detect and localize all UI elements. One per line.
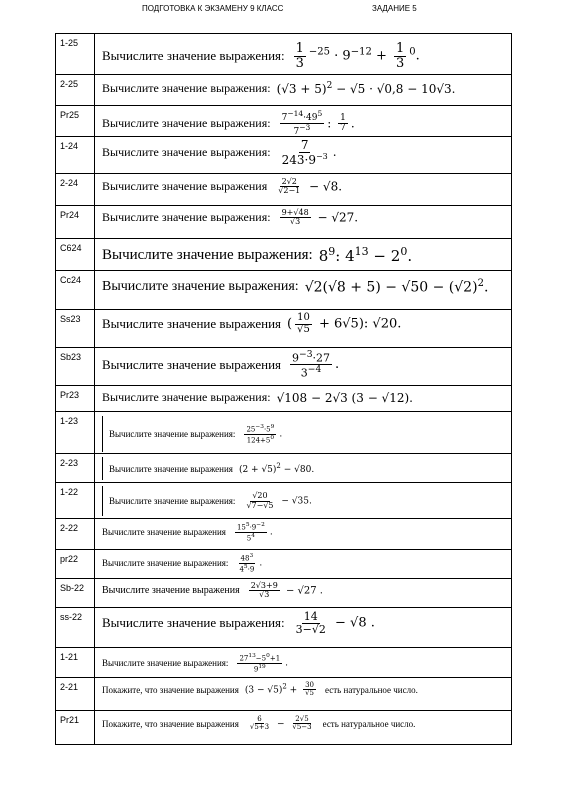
task-code: 1-21 (56, 648, 95, 678)
task-prompt: Покажите, что значение выражения (102, 684, 239, 695)
task-text (102, 553, 262, 573)
task-cell (95, 483, 512, 519)
task-expression: $\frac{7}{243\cdot 9^{-3}}$ . (281, 138, 337, 167)
task-prompt: Вычислите значение выражения: (102, 246, 313, 263)
task-row (56, 106, 512, 137)
task-prompt: Вычислите значение выражения (102, 179, 268, 194)
task-row (56, 454, 512, 483)
task-text (102, 313, 401, 335)
task-expression: $\frac{6}{√5+3}$ − $\frac{2√5}{√5-3}$ (249, 715, 312, 732)
task-row (56, 711, 512, 745)
task-code: 2-21 (56, 678, 95, 711)
task-prompt: Вычислите значение выражения: (102, 81, 271, 95)
task-cell (95, 678, 512, 711)
task-row (56, 75, 512, 106)
task-prompt: Вычислите значение выражения: (102, 390, 271, 404)
task-cell (95, 412, 512, 454)
task-row (56, 579, 512, 608)
task-expression: √108 − 2√3 (3 − √12). (276, 390, 413, 405)
task-tail: есть натуральное число. (322, 718, 416, 729)
task-code: C624 (56, 239, 95, 271)
task-expression: ( $\frac{10}{√5}$ + 6√5): √20. (287, 312, 402, 335)
task-code: 2-23 (56, 454, 95, 483)
task-cell (95, 386, 512, 412)
task-row (56, 239, 512, 271)
task-prompt: Вычислите значение выражения: (109, 496, 236, 506)
task-code: 2-22 (56, 519, 95, 550)
task-text (102, 611, 375, 635)
task-cell (95, 174, 512, 206)
task-cell (95, 648, 512, 678)
divider (102, 457, 103, 480)
task-cell (95, 271, 512, 310)
task-table (55, 33, 512, 745)
task-code: Pr23 (56, 386, 95, 412)
task-code: 1-25 (56, 34, 95, 75)
task-cell (95, 454, 512, 483)
task-cell (95, 34, 512, 75)
task-expression: $√2(√8 + 5) - √50 - (√2)^2$. (304, 278, 489, 296)
task-text (102, 653, 288, 673)
task-prompt: Вычислите значение выражения (102, 585, 240, 597)
task-expression: $\frac{48^3}{4^5\cdot 9}$ . (239, 553, 263, 573)
task-prompt: Покажите, что значение выражения (102, 718, 239, 729)
task-row (56, 174, 512, 206)
task-cell (95, 137, 512, 174)
task-prompt: Вычислите значение выражения: (102, 278, 299, 294)
task-expression: $\frac{14}{3-√2}$ − √8 . (295, 610, 375, 636)
task-expression: $\frac{1}{3}$ $^{-25} \cdot 9^{-12}$ + $\frac{1}{3}$ $^0$. (295, 41, 420, 71)
task-prompt: Вычислите значение выражения: (102, 658, 229, 669)
task-expression: $\frac{7^{-14}\cdot 49^5}{7^{-3}}$ : $\frac{1}{7}$ . (281, 109, 355, 138)
task-prompt: Вычислите значение выражения: (102, 145, 271, 160)
task-expression: $8^9$: $4^{13} - 2^0$. (318, 245, 413, 265)
task-row (56, 137, 512, 174)
task-code: Ss23 (56, 310, 95, 348)
divider (102, 416, 103, 452)
task-text (102, 522, 273, 542)
task-code: ss-22 (56, 608, 95, 648)
task-prompt: Вычислите значение выражения: (102, 210, 271, 225)
task-tail: есть натуральное число. (325, 684, 418, 695)
task-prompt: Вычислите значение выражения (109, 463, 233, 474)
task-prompt: Вычислите значение выражения: (102, 615, 285, 631)
task-text (102, 457, 314, 480)
task-code: 1-22 (56, 483, 95, 519)
task-cell (95, 519, 512, 550)
task-row (56, 271, 512, 310)
task-cell (95, 75, 512, 106)
task-expression: $\frac{9+√48}{√3}$ − √27. (281, 208, 359, 227)
task-cell (95, 550, 512, 579)
task-text (102, 245, 412, 265)
task-row (56, 519, 512, 550)
task-code: Pr24 (56, 206, 95, 239)
task-text (102, 278, 488, 296)
task-code: pr22 (56, 550, 95, 579)
task-cell (95, 579, 512, 608)
task-expression: $\frac{27^{13}-5^0+1}{9^{19}}$ . (239, 653, 289, 673)
task-code: Sb23 (56, 348, 95, 386)
task-prompt: Вычислите значение выражения (102, 356, 282, 372)
task-expression: $\frac{15^5\cdot 9^{-2}}{5^4}$ . (236, 522, 273, 542)
task-prompt: Вычислите значение выражения: (102, 116, 271, 131)
task-row (56, 348, 512, 386)
task-row (56, 608, 512, 648)
task-code: 2-24 (56, 174, 95, 206)
task-prompt: Вычислите значение выражения: (109, 429, 236, 439)
task-cell (95, 348, 512, 386)
task-cell (95, 711, 512, 745)
task-row (56, 386, 512, 412)
task-expression: $(3 - √5)^2$ + $\frac{30}{√5}$ (244, 681, 314, 698)
task-row (56, 310, 512, 348)
page-header (0, 4, 566, 16)
task-text (102, 110, 355, 138)
task-code: 2-25 (56, 75, 95, 106)
task-text (102, 209, 358, 227)
header-task: ЗАДАНИЕ 5 (372, 4, 417, 13)
task-text (102, 42, 420, 70)
task-cell (95, 608, 512, 648)
task-code: Sb-22 (56, 579, 95, 608)
task-prompt: Вычислите значение выражения: (102, 558, 229, 569)
task-cell (95, 310, 512, 348)
task-expression: $\frac{√20}{√7-√5}$ − √35. (246, 491, 312, 510)
divider (102, 486, 103, 516)
task-code: Pr21 (56, 711, 95, 745)
task-code: 1-23 (56, 412, 95, 454)
task-code: Pr25 (56, 106, 95, 137)
task-row (56, 648, 512, 678)
task-expression: $\frac{2√3+9}{√3}$ − √27 . (250, 581, 323, 600)
task-row (56, 550, 512, 579)
task-code: Cc24 (56, 271, 95, 310)
task-row (56, 412, 512, 454)
task-code: 1-24 (56, 137, 95, 174)
task-cell (95, 239, 512, 271)
task-prompt: Вычислите значение выражения (102, 527, 226, 538)
task-expression: $\frac{9^{-3}\cdot 27}{3^{-4}}$ . (292, 349, 340, 380)
task-text (102, 682, 418, 698)
task-text (102, 139, 337, 166)
task-text (102, 350, 339, 379)
task-cell (95, 206, 512, 239)
task-prompt: Вычислите значение выражения (102, 316, 282, 331)
task-row (56, 34, 512, 75)
task-expression: $\frac{25^{-3}\cdot 5^9}{124+5^0}$ . (246, 423, 283, 444)
task-expression: $(2 + √5)^2 - √80$. (238, 462, 315, 475)
task-row (56, 483, 512, 519)
task-text (102, 486, 312, 516)
task-row (56, 678, 512, 711)
header-title: ПОДГОТОВКА К ЭКЗАМЕНУ 9 КЛАСС (142, 4, 284, 13)
task-prompt: Вычислите значение выражения: (102, 48, 285, 64)
task-text (102, 416, 282, 452)
task-cell (95, 106, 512, 137)
task-text (102, 390, 413, 405)
task-text (102, 716, 415, 732)
task-expression: $\frac{2√2}{√2-1}$ − √8. (278, 177, 343, 196)
task-text (102, 582, 323, 600)
task-text (102, 178, 342, 196)
task-row (56, 206, 512, 239)
task-text (102, 81, 455, 96)
task-expression: $(√3 + 5)^2 - √5 \cdot √0,8 - 10√3$. (276, 81, 456, 96)
